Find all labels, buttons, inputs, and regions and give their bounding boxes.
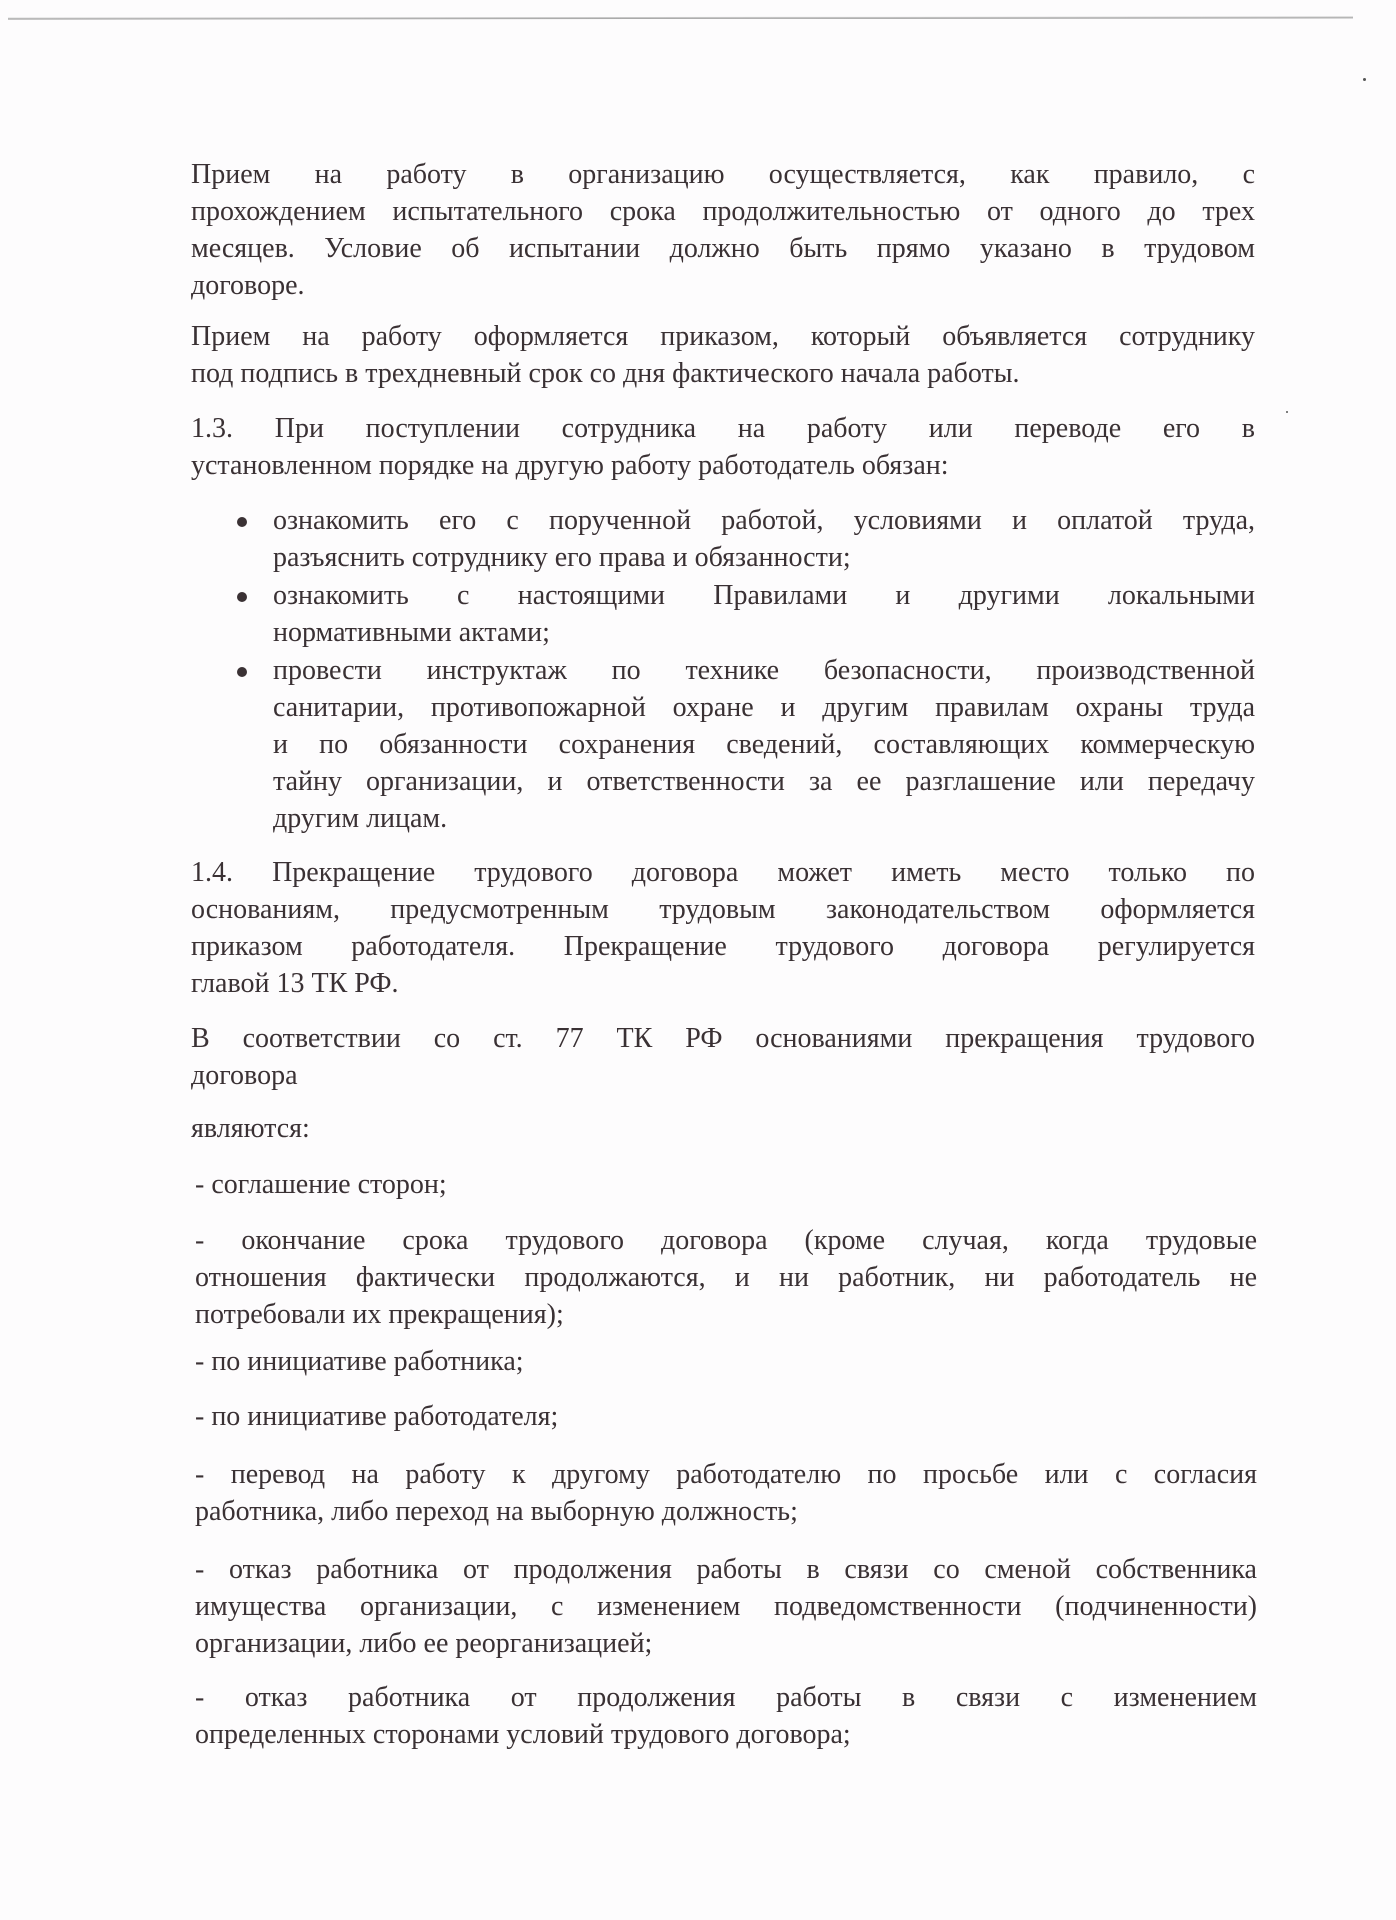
text-line: являются:: [191, 1113, 310, 1144]
text-line: приказом работодателя. Прекращение трудового договора регулируется: [191, 931, 1255, 962]
text-line: - отказ работника от продолжения работы в связи со сменой собственника: [195, 1554, 1257, 1585]
text-line: тайну организации, и ответственности за ее разглашение или передачу: [273, 766, 1255, 797]
bullet-icon: [237, 517, 247, 527]
paragraph-article-77: [191, 1020, 1255, 1094]
text-line: отношения фактически продолжаются, и ни работник, ни работодатель не: [195, 1262, 1257, 1293]
paragraph-hiring-order: [191, 318, 1255, 392]
text-line: определенных сторонами условий трудового договора;: [195, 1719, 851, 1750]
text-line: и по обязанности сохранения сведений, составляющих коммерческую: [273, 729, 1255, 760]
text-line: Прием на работу оформляется приказом, который объявляется сотруднику: [191, 321, 1255, 352]
text-line: 1.3. При поступлении сотрудника на работу или переводе его в: [191, 413, 1255, 444]
text-line: под подпись в трехдневный срок со дня фактического начала работы.: [191, 358, 1020, 389]
section-1-3: [191, 410, 1255, 484]
text-line: ознакомить с настоящими Правилами и другими локальными: [273, 580, 1255, 611]
text-line: ознакомить его с порученной работой, условиями и оплатой труда,: [273, 505, 1255, 536]
ground-item: [195, 1398, 1257, 1435]
text-line: - по инициативе работника;: [195, 1346, 524, 1377]
text-line: провести инструктаж по технике безопасности, производственной: [273, 655, 1255, 686]
text-line: главой 13 ТК РФ.: [191, 968, 399, 999]
ground-item: [195, 1679, 1257, 1753]
text-line: нормативными актами;: [273, 617, 550, 648]
paragraph-probation: [191, 156, 1255, 304]
text-line: месяцев. Условие об испытании должно быть прямо указано в трудовом: [191, 233, 1255, 264]
bullet-icon: [237, 667, 247, 677]
text-line: - перевод на работу к другому работодателю по просьбе или с согласия: [195, 1459, 1257, 1490]
bullet-item: [273, 577, 1255, 651]
section-1-4: [191, 854, 1255, 1002]
text-line: разъяснить сотруднику его права и обязанности;: [273, 542, 851, 573]
text-line: потребовали их прекращения);: [195, 1299, 564, 1330]
text-line: - по инициативе работодателя;: [195, 1401, 559, 1432]
ground-item: [195, 1222, 1257, 1333]
text-line: В соответствии со ст. 77 ТК РФ основаниями прекращения трудового: [191, 1023, 1255, 1054]
ground-item: [195, 1166, 1257, 1203]
scan-speck: [1286, 411, 1288, 413]
text-line: прохождением испытательного срока продолжительностью от одного до трех: [191, 196, 1255, 227]
text-line: 1.4. Прекращение трудового договора может иметь место только по: [191, 857, 1255, 888]
are-label: [191, 1110, 1255, 1147]
scan-speck: [1363, 78, 1366, 81]
text-line: установленном порядке на другую работу работодатель обязан:: [191, 450, 949, 481]
bullet-icon: [237, 592, 247, 602]
bullet-item: [273, 502, 1255, 576]
text-line: работника, либо переход на выборную должность;: [195, 1496, 798, 1527]
text-line: санитарии, противопожарной охране и другим правилам охраны труда: [273, 692, 1255, 723]
text-line: - отказ работника от продолжения работы в связи с изменением: [195, 1682, 1257, 1713]
text-line: имущества организации, с изменением подведомственности (подчиненности): [195, 1591, 1257, 1622]
text-line: - соглашение сторон;: [195, 1169, 447, 1200]
ground-item: [195, 1343, 1257, 1380]
text-line: другим лицам.: [273, 803, 448, 834]
ground-item: [195, 1551, 1257, 1662]
bullet-item: [273, 652, 1255, 837]
text-line: организации, либо ее реорганизацией;: [195, 1628, 653, 1659]
text-line: Прием на работу в организацию осуществляется, как правило, с: [191, 159, 1255, 190]
text-line: договора: [191, 1060, 298, 1091]
text-line: - окончание срока трудового договора (кроме случая, когда трудовые: [195, 1225, 1257, 1256]
scan-edge-line: [8, 16, 1353, 19]
ground-item: [195, 1456, 1257, 1530]
text-line: основаниям, предусмотренным трудовым законодательством оформляется: [191, 894, 1255, 925]
text-line: договоре.: [191, 270, 305, 301]
